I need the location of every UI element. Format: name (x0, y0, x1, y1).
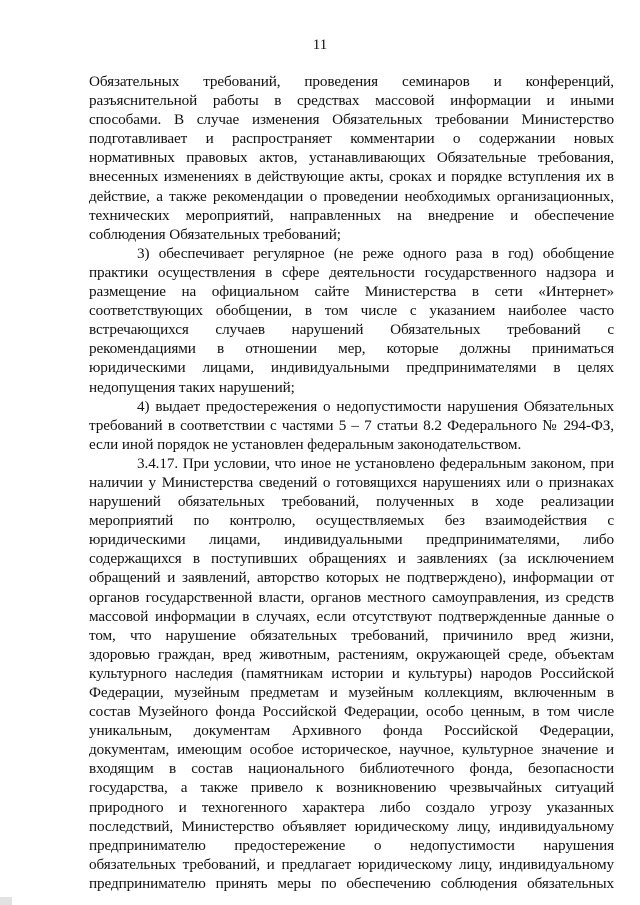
text-line: разъяснительной работы в средствах массовой информации и иными (89, 92, 614, 110)
text-line: массовой информации в случаях, если отсутствуют подтвержденные данные о (89, 607, 614, 625)
text-line: том, что нарушение обязательных требований, причинило вред жизни, (89, 626, 614, 644)
text-line: предпринимателю предостережение о недопустимости нарушения (89, 836, 614, 854)
text-line: уникальным, документам Архивного фонда Российской Федерации, (89, 722, 614, 740)
text-line: рекомендациями в отношении мер, которые должны приниматься (89, 340, 614, 358)
text-line: недопущения таких нарушений; (89, 378, 295, 396)
text-line: если иной порядок не установлен федеральным законодательством. (89, 435, 522, 453)
text-line: входящим в состав национального библиотечного фонда, безопасности (89, 760, 614, 778)
text-line: встречающихся случаев нарушений Обязательных требований с (89, 321, 614, 339)
text-line: состав Музейного фонда Российской Федерации, особо ценным, в том числе (89, 703, 614, 721)
text-line: культурного наследия (памятникам истории и культуры) народов Российской (89, 664, 614, 682)
text-line: документам, имеющим особое историческое, научное, культурное значение и (89, 741, 614, 759)
text-line: содержащихся в поступивших обращениях и заявлениях (за исключением (89, 550, 614, 568)
text-line: 4) выдает предостережения о недопустимости нарушения Обязательных (137, 397, 614, 415)
text-line: Обязательных требований, проведения семинаров и конференций, (89, 73, 614, 90)
text-line: размещение на официальном сайте Министерства в сети «Интернет» (89, 283, 614, 301)
text-line: наличии у Министерства сведений о готовящихся нарушениях или о признаках (89, 473, 614, 491)
body-text (89, 72, 614, 893)
text-line: требований в соответствии с частями 5 – 7 статьи 8.2 Федерального № 294-ФЗ, (89, 416, 614, 434)
text-line: Федерации, музейным предметам и музейным коллекциям, включенным в (89, 684, 614, 701)
text-line: природного и техногенного характера либо создало угрозу указанных (89, 798, 614, 816)
text-line: мероприятий по контролю, осуществляемых без взаимодействия с (89, 512, 614, 530)
text-line: государства, а также привело к возникновению чрезвычайных ситуаций (89, 779, 614, 797)
text-line: подготавливает и распространяет комментарии о содержании новых (89, 130, 614, 148)
text-line: обращений и заявлений, авторство которых не подтверждено), информации от (89, 569, 614, 587)
text-line: 3.4.17. При условии, что иное не установлено федеральным законом, при (137, 454, 614, 472)
text-line: 3) обеспечивает регулярное (не реже одного раза в год) обобщение (137, 244, 614, 262)
text-line: соответствующих обобщении, в том числе с указанием наиболее часто (89, 302, 614, 320)
text-line: последствий, Министерство объявляет юридическому лицу, индивидуальному (89, 817, 614, 835)
text-line: практики осуществления в сфере деятельности государственного надзора и (89, 263, 614, 281)
text-line: нарушений обязательных требований, полученных в ходе реализации (89, 493, 614, 511)
text-line: внесенных изменениях в действующие акты, сроках и порядке вступления их в (89, 168, 614, 186)
text-line: способами. В случае изменения Обязательных требовании Министерство (89, 111, 614, 129)
text-line: юридическими лицами, индивидуальными предпринимателями в целях (89, 359, 614, 377)
text-line: юридическими лицами, индивидуальными предпринимателями, либо (89, 531, 614, 549)
text-line: предпринимателю принять меры по обеспечению соблюдения обязательных (89, 874, 614, 892)
text-line: обязательных требований, и предлагает юридическому лицу, индивидуальному (89, 855, 614, 873)
page-number: 11 (312, 37, 328, 53)
text-line: технических мероприятий, направленных на внедрение и обеспечение (89, 206, 614, 224)
text-line: действие, а также рекомендации о проведении необходимых организационных, (89, 187, 614, 205)
text-line: соблюдения Обязательных требований; (89, 225, 341, 243)
scan-edge-mark (0, 897, 12, 905)
text-line: нормативных правовых актов, устанавливающих Обязательные требования, (89, 149, 614, 167)
text-line: органов государственной власти, органов местного самоуправления, из средств (89, 588, 614, 606)
text-line: здоровью граждан, вред животным, растениям, окружающей среде, объектам (89, 645, 614, 663)
